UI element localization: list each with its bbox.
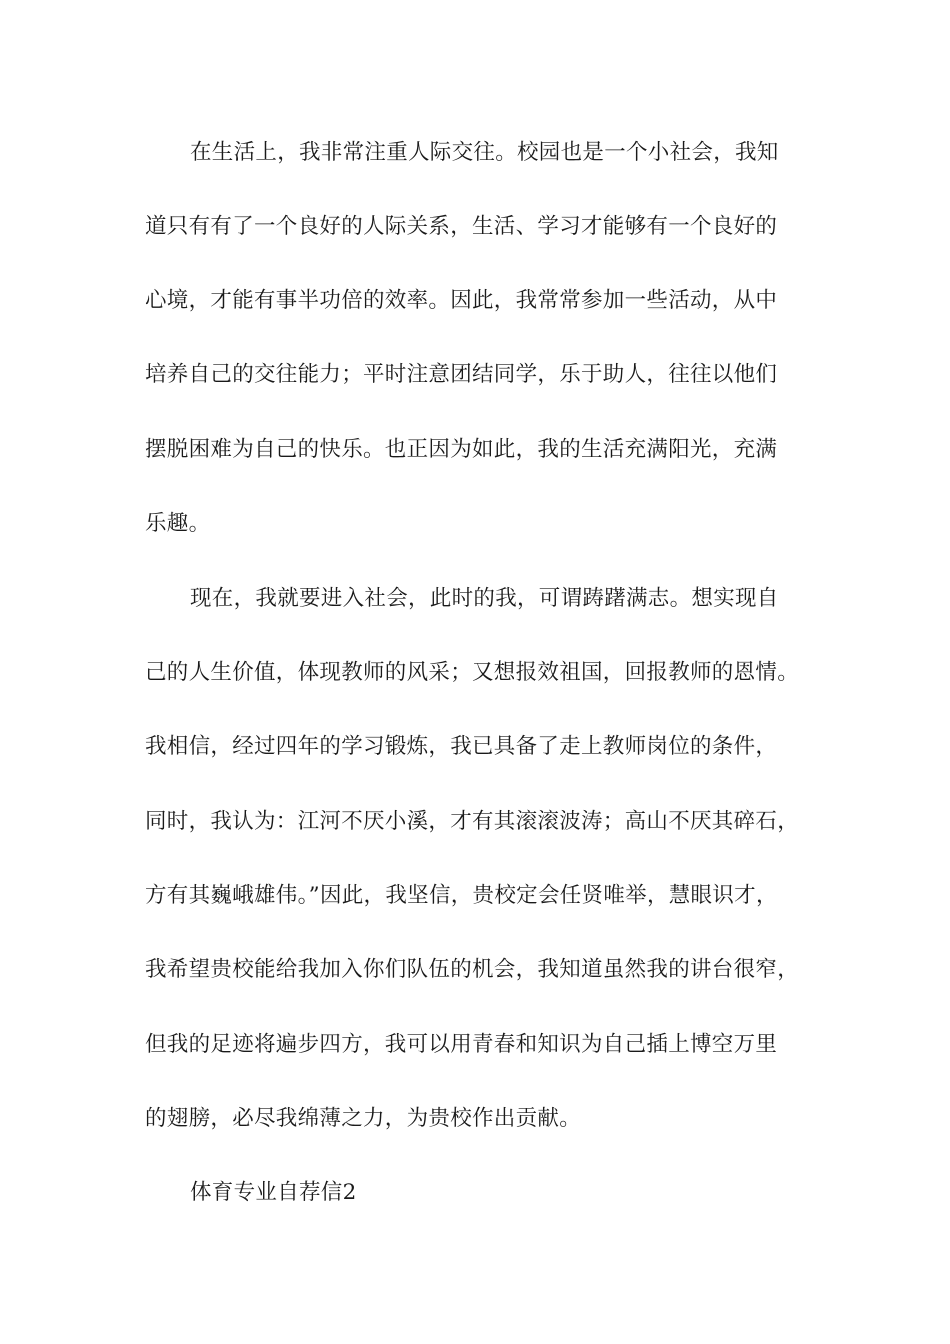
text-line: 现在，我就要进入社会，此时的我，可谓踌躇满志。想实现自	[190, 586, 779, 611]
text-line: 但我的足迹将遍步四方，我可以用青春和知识为自己插上博空万里	[145, 1032, 778, 1057]
text-line: 心境，才能有事半功倍的效率。因此，我常常参加一些活动，从中	[145, 288, 778, 313]
text-line: 的翅膀，必尽我绵薄之力，为贵校作出贡献。	[145, 1106, 582, 1131]
text-line: 摆脱困难为自己的快乐。也正因为如此，我的生活充满阳光，充满	[145, 437, 778, 462]
text-line: 己的人生价值，体现教师的风采；又想报效祖国，回报教师的恩情。	[145, 660, 800, 685]
text-line: 道只有有了一个良好的人际关系，生活、学习才能够有一个良好的	[145, 214, 778, 239]
text-line: 培养自己的交往能力；平时注意团结同学，乐于助人，往往以他们	[145, 362, 778, 387]
text-line: 我希望贵校能给我加入你们队伍的机会，我知道虽然我的讲台很窄，	[145, 957, 800, 982]
text-line: 我相信，经过四年的学习锻炼，我已具备了走上教师岗位的条件，	[145, 734, 778, 759]
text-line: 方有其巍峨雄伟。”因此，我坚信，贵校定会任贤唯举，慧眼识才，	[145, 883, 778, 908]
text-line: 同时，我认为：江河不厌小溪，才有其滚滚波涛；高山不厌其碎石，	[145, 809, 800, 834]
text-line: 乐趣。	[145, 511, 211, 536]
section-heading: 体育专业自荐信2	[190, 1180, 357, 1205]
text-line: 在生活上，我非常注重人际交往。校园也是一个小社会，我知	[190, 140, 779, 165]
